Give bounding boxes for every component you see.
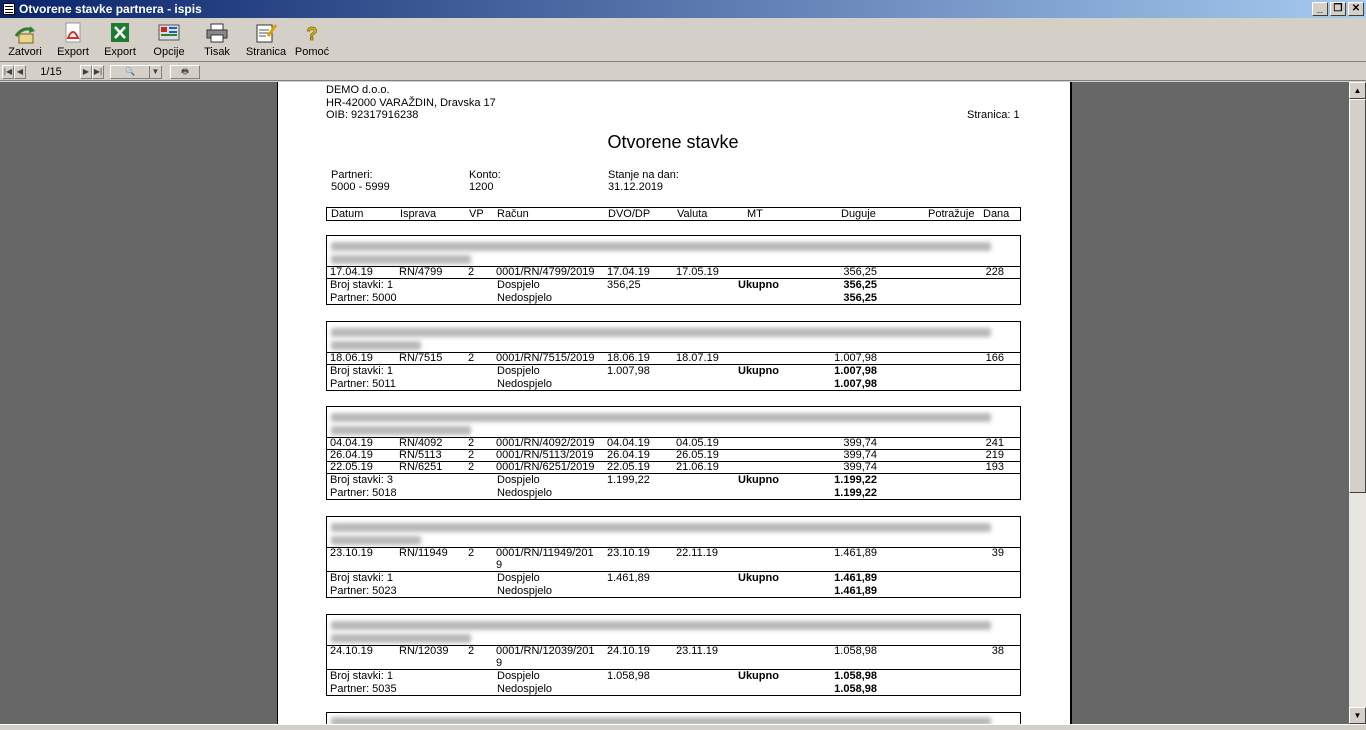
cell-valuta: 17.05.19 (676, 266, 719, 278)
cell-dana: 228 (985, 266, 1004, 278)
group-summary (326, 669, 1021, 696)
cell-dvo: 17.04.19 (607, 266, 650, 278)
cell-vp: 2 (468, 547, 475, 559)
cell-isprava: RN/7515 (399, 352, 443, 364)
first-page-button[interactable]: |◀ (2, 65, 14, 79)
page-indicator: 1/15 (40, 65, 62, 78)
summary-partner: Partner: 5011 (330, 378, 396, 390)
cell-dvo: 22.05.19 (607, 461, 650, 473)
label-ukupno: Ukupno (738, 365, 779, 377)
printer-small-icon: 🖶 (181, 66, 189, 76)
label-ukupno: Ukupno (738, 670, 779, 682)
partner-info-redacted (326, 516, 1021, 547)
partner-info-redacted (326, 321, 1021, 352)
zatvori-button[interactable]: Zatvori (0, 18, 50, 61)
filter-konto-label: Konto: (469, 169, 501, 181)
cell-duguje: 1.461,89 (834, 547, 877, 559)
cell-dana: 39 (991, 547, 1004, 559)
cell-dvo: 26.04.19 (607, 449, 650, 461)
summary-ukupno: 356,25 (843, 279, 877, 291)
cell-vp: 2 (468, 266, 475, 278)
summary-partner: Partner: 5023 (330, 585, 397, 597)
col-datum: Datum (331, 208, 364, 220)
cell-duguje: 1.058,98 (834, 645, 877, 657)
prev-page-button[interactable]: ◀ (14, 65, 26, 79)
group-summary (326, 473, 1021, 500)
tisak-button[interactable]: Tisak (194, 18, 240, 61)
cell-isprava: RN/4799 (399, 266, 443, 278)
excel-export-icon (108, 22, 132, 44)
summary-partner: Partner: 5000 (330, 292, 397, 304)
cell-dvo: 23.10.19 (607, 547, 650, 559)
group-rows-frame (326, 547, 1021, 571)
group-summary (326, 278, 1021, 305)
close-door-icon (13, 22, 37, 44)
cell-vp: 2 (468, 449, 475, 461)
cell-racun: 0001/RN/4799/2019 (496, 266, 595, 278)
summary-count: Broj stavki: 1 (330, 670, 393, 682)
summary-ukupno: 1.199,22 (834, 474, 877, 486)
label-dospjelo: Dospjelo (497, 365, 540, 377)
scroll-thumb[interactable] (1349, 99, 1366, 493)
cell-dana: 193 (985, 461, 1004, 473)
cell-duguje: 399,74 (843, 461, 877, 473)
zoom-icon: 🔍 (125, 66, 135, 76)
cell-valuta: 22.11.19 (676, 547, 719, 559)
opcije-button[interactable]: Opcije (144, 18, 194, 61)
cell-duguje: 399,74 (843, 437, 877, 449)
cell-datum: 24.10.19 (330, 645, 373, 657)
cell-isprava: RN/11949 (399, 547, 448, 559)
col-valuta: Valuta (677, 208, 708, 220)
summary-ukupno: 1.461,89 (834, 572, 877, 584)
cell-vp: 2 (468, 437, 475, 449)
cell-isprava: RN/12039 (399, 645, 449, 657)
col-racun: Račun (497, 208, 529, 220)
summary-count: Broj stavki: 1 (330, 365, 393, 377)
summary-dospjelo: 1.007,98 (607, 365, 650, 377)
export-excel-button[interactable]: Export (96, 18, 144, 61)
partner-info-redacted (326, 712, 1021, 724)
help-icon (300, 22, 324, 44)
group-rows-frame (326, 437, 1021, 473)
group-rows-frame (326, 266, 1021, 278)
label-nedospjelo: Nedospjelo (497, 292, 553, 304)
cell-racun: 0001/RN/6251/2019 (496, 461, 595, 473)
cell-dana: 38 (991, 645, 1004, 657)
cell-racun: 0001/RN/12039/201 (496, 645, 595, 657)
col-potrazuje: Potražuje (928, 208, 975, 220)
cell-racun: 0001/RN/7515/2019 (496, 352, 595, 364)
label-nedospjelo: Nedospjelo (497, 487, 553, 499)
cell-racun: 0001/RN/11949/201 (496, 547, 594, 559)
label-nedospjelo: Nedospjelo (497, 585, 553, 597)
page-setup-icon (254, 22, 278, 44)
cell-vp: 2 (468, 461, 475, 473)
cell-isprava: RN/4092 (399, 437, 443, 449)
filter-konto-value: 1200 (469, 181, 494, 193)
summary-count: Broj stavki: 1 (330, 279, 393, 291)
cell-datum: 26.04.19 (330, 449, 373, 461)
summary-dospjelo: 1.461,89 (607, 572, 650, 584)
cell-duguje: 356,25 (843, 266, 877, 278)
company-address: HR-42000 VARAŽDIN, Dravska 17 (326, 97, 496, 109)
summary-total: 1.007,98 (834, 378, 877, 390)
cell-dana: 166 (985, 352, 1004, 364)
partner-info-redacted (326, 235, 1021, 266)
summary-total: 1.199,22 (834, 487, 877, 499)
col-isprava: Isprava (400, 208, 437, 220)
col-dana: Dana (983, 208, 1010, 220)
summary-partner: Partner: 5018 (330, 487, 397, 499)
group-summary (326, 364, 1021, 391)
filter-partneri-value: 5000 - 5999 (331, 181, 390, 193)
col-dvo: DVO/DP (608, 208, 651, 220)
cell-vp: 2 (468, 352, 475, 364)
cell-isprava: RN/6251 (399, 461, 443, 473)
navigation-bar (0, 63, 1366, 81)
restore-button[interactable]: ❐ (1330, 2, 1346, 16)
label-nedospjelo: Nedospjelo (497, 378, 553, 390)
report-title: Otvorene stavke (607, 132, 739, 152)
label-ukupno: Ukupno (738, 279, 779, 291)
cell-vp: 2 (468, 645, 475, 657)
cell-datum: 18.06.19 (330, 352, 373, 364)
cell-racun: 0001/RN/4092/2019 (496, 437, 595, 449)
cell-duguje: 399,74 (843, 449, 877, 461)
svg-text:?: ? (306, 24, 318, 44)
group-rows-frame (326, 352, 1021, 364)
partner-info-redacted (326, 406, 1021, 437)
group-summary (326, 571, 1021, 598)
chevron-down-icon: ▼ (149, 66, 161, 78)
options-icon (157, 22, 181, 44)
summary-ukupno: 1.007,98 (834, 365, 877, 377)
summary-total: 1.058,98 (834, 683, 877, 695)
cell-dana: 241 (985, 437, 1004, 449)
cell-datum: 22.05.19 (330, 461, 373, 473)
label-ukupno: Ukupno (738, 474, 779, 486)
cell-dvo: 24.10.19 (607, 645, 650, 657)
summary-dospjelo: 356,25 (607, 279, 641, 291)
status-bar (0, 724, 1366, 730)
report-page (277, 82, 1072, 724)
scroll-up-button[interactable]: ▲ (1349, 82, 1366, 99)
label-nedospjelo: Nedospjelo (497, 683, 553, 695)
col-vp: VP (469, 208, 484, 220)
stranica-button[interactable]: Stranica (240, 18, 292, 61)
company-name: DEMO d.o.o. (326, 84, 390, 96)
company-oib: OIB: 92317916238 (326, 109, 419, 121)
printer-icon (205, 22, 229, 44)
filter-partneri-label: Partneri: (331, 169, 373, 181)
report-icon (3, 3, 15, 15)
cell-duguje: 1.007,98 (834, 352, 877, 364)
label-ukupno: Ukupno (738, 572, 779, 584)
summary-total: 356,25 (843, 292, 877, 304)
summary-dospjelo: 1.199,22 (607, 474, 650, 486)
cell-dana: 219 (985, 449, 1004, 461)
cell-dvo: 04.04.19 (607, 437, 650, 449)
summary-total: 1.461,89 (834, 585, 877, 597)
col-mt: MT (747, 208, 763, 220)
pdf-export-icon (61, 22, 85, 44)
cell-valuta: 23.11.19 (676, 645, 719, 657)
label-dospjelo: Dospjelo (497, 279, 540, 291)
page-number: Stranica: 1 (967, 109, 1020, 121)
print-small-button[interactable] (170, 65, 200, 79)
cell-valuta: 21.06.19 (676, 461, 719, 473)
window-title: Otvorene stavke partnera - ispis (19, 2, 202, 16)
summary-ukupno: 1.058,98 (834, 670, 877, 682)
label-dospjelo: Dospjelo (497, 474, 540, 486)
summary-count: Broj stavki: 1 (330, 572, 393, 584)
cell-valuta: 26.05.19 (676, 449, 719, 461)
cell-racun-wrap: 9 (496, 657, 503, 669)
pomoc-button[interactable]: ? Pomoć (294, 24, 330, 58)
cell-racun-wrap: 9 (496, 559, 503, 571)
cell-racun: 0001/RN/5113/2019 (496, 449, 594, 461)
summary-dospjelo: 1.058,98 (607, 670, 650, 682)
cell-datum: 04.04.19 (330, 437, 373, 449)
last-page-button[interactable]: ▶| (92, 65, 104, 79)
filter-date-label: Stanje na dan: (608, 169, 679, 181)
col-duguje: Duguje (841, 208, 876, 220)
label-dospjelo: Dospjelo (497, 670, 540, 682)
cell-valuta: 18.07.19 (676, 352, 719, 364)
cell-datum: 17.04.19 (330, 266, 373, 278)
label-dospjelo: Dospjelo (497, 572, 540, 584)
export-pdf-button[interactable]: Export (50, 18, 96, 61)
scroll-down-button[interactable]: ▼ (1349, 707, 1366, 724)
summary-count: Broj stavki: 3 (330, 474, 393, 486)
cell-datum: 23.10.19 (330, 547, 373, 559)
zoom-select[interactable] (110, 65, 162, 79)
cell-isprava: RN/5113 (399, 449, 442, 461)
filter-date-value: 31.12.2019 (608, 181, 664, 193)
report-viewport[interactable] (0, 82, 1349, 724)
vertical-scrollbar[interactable] (1349, 82, 1366, 724)
close-window-button[interactable]: ✕ (1348, 2, 1364, 16)
next-page-button[interactable]: ▶ (80, 65, 92, 79)
minimize-button[interactable]: _ (1312, 2, 1328, 16)
summary-partner: Partner: 5035 (330, 683, 397, 695)
partner-info-redacted (326, 614, 1021, 645)
column-header (326, 207, 1021, 221)
group-rows-frame (326, 645, 1021, 669)
toolbar (0, 18, 1366, 62)
cell-valuta: 04.05.19 (676, 437, 719, 449)
cell-dvo: 18.06.19 (607, 352, 650, 364)
title-bar (0, 0, 1366, 18)
